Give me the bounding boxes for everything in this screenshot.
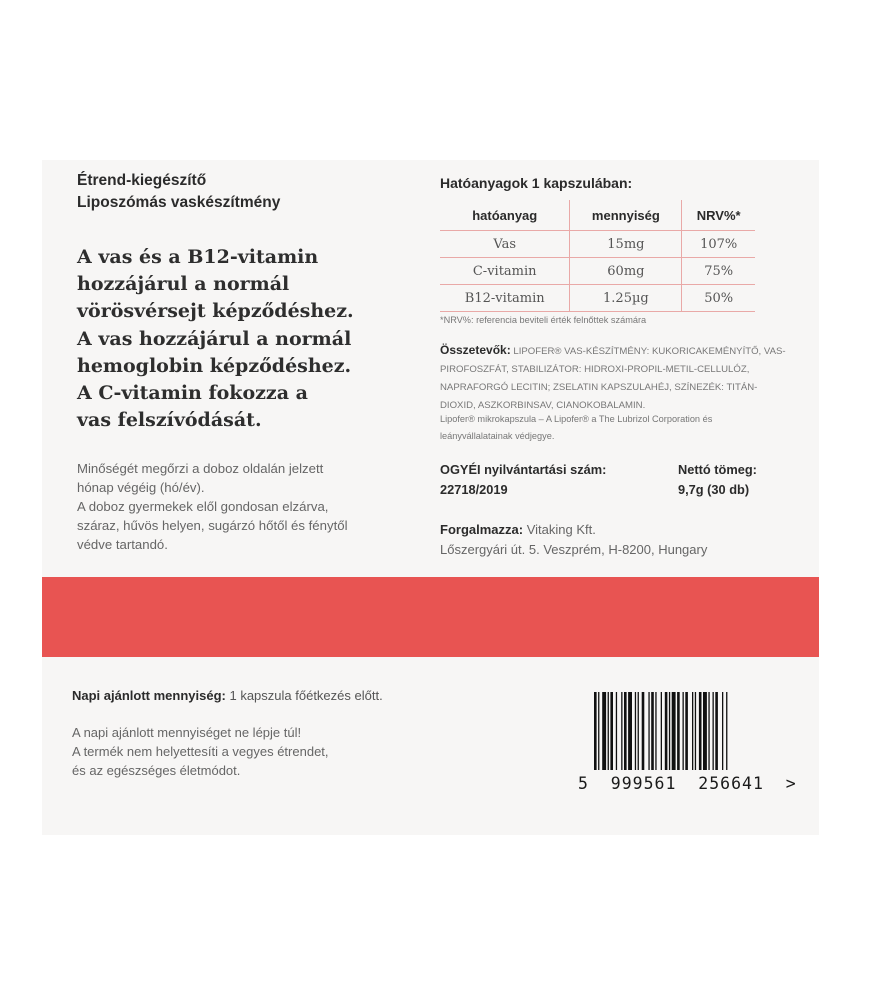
ingredients [440, 341, 790, 415]
barcode-bar [648, 692, 649, 770]
table-cell: 107% [682, 231, 755, 258]
barcode-bar [651, 692, 654, 770]
column-header: hatóanyag [440, 200, 570, 231]
barcode-bar [683, 692, 684, 770]
table-cell: B12-vitamin [440, 285, 570, 312]
dose-text: 1 kapszula főétkezés előtt. [225, 688, 383, 703]
storage-instructions: Minőségét megőrzi a doboz oldalán jelzett hónap végéig (hó/év). A doboz gyermekek elől gondosan elzárva, száraz, hűvös helyen, sugárzó hőtől és fénytől védve tartandó. [77, 461, 348, 552]
barcode-bar [722, 692, 723, 770]
barcode-bar [661, 692, 662, 770]
table-cell: 1.25µg [570, 285, 682, 312]
barcode-bar [616, 692, 617, 770]
barcode [594, 692, 774, 770]
table-cell: 60mg [570, 258, 682, 285]
table-cell: 15mg [570, 231, 682, 258]
barcode-bar [685, 692, 688, 770]
barcode-bar [699, 692, 702, 770]
barcode-bar [708, 692, 709, 770]
product-header [77, 170, 280, 214]
table-cell: C-vitamin [440, 258, 570, 285]
distributor-address: Lőszergyári út. 5. Veszprém, H-8200, Hungary [440, 542, 708, 557]
ingredients-text: LIPOFER® VAS-KÉSZÍTMÉNY: KUKORICAKEMÉNYÍTŐ, VAS-PIROFOSZFÁT, STABILIZÁTOR: HIDROXI-PROPIL-METIL-CELLULÓZ, NAPRAFORGÓ LECITIN; ZSELATIN KAPSZULAHÉJ, SZÍNEZÉK: TITÁN-DIOXID, ASZKORBINSAV, CIANOKOBALAMIN. [440, 346, 786, 411]
barcode-bar [608, 692, 609, 770]
barcode-number: 5 999561 256641 > [578, 774, 797, 793]
ingredients-label: Összetevők: [440, 343, 511, 357]
barcode-bar [621, 692, 622, 770]
distributor [440, 520, 707, 560]
registration-number: OGYÉI nyilvántartási szám: 22718/2019 [440, 462, 607, 497]
health-claims: A vas és a B12-vitamin hozzájárul a normál vörösvérsejt képződéshez. A vas hozzájárul a normál hemoglobin képződéshez. A C-vitamin fokozza a vas felszívódását. [77, 246, 354, 432]
barcode-bar [703, 692, 707, 770]
barcode-bar [598, 692, 599, 770]
barcode-bar [692, 692, 693, 770]
barcode-bar [610, 692, 613, 770]
barcode-bar [665, 692, 668, 770]
table-cell: 75% [682, 258, 755, 285]
barcode-bar [642, 692, 645, 770]
warnings: A napi ajánlott mennyiséget ne lépje túl! A termék nem helyettesíti a vegyes étrendet, és az egészséges életmódot. [72, 725, 329, 778]
barcode-bar [726, 692, 727, 770]
barcode-bar [669, 692, 670, 770]
barcode-bar [635, 692, 636, 770]
barcode-bar [672, 692, 676, 770]
actives-header-row [440, 200, 755, 231]
table-cell: Vas [440, 231, 570, 258]
dose-label: Napi ajánlott mennyiség: [72, 688, 226, 703]
distributor-label: Forgalmazza: [440, 522, 524, 537]
table-cell: 50% [682, 285, 755, 312]
actives-title: Hatóanyagok 1 kapszulában: [440, 175, 633, 191]
barcode-bar [602, 692, 606, 770]
table-row [440, 231, 755, 258]
column-header: mennyiség [570, 200, 682, 231]
barcode-bar [638, 692, 639, 770]
barcode-bar [715, 692, 718, 770]
net-weight: Nettó tömeg: 9,7g (30 db) [678, 462, 757, 497]
barcode-bar [628, 692, 632, 770]
product-category: Étrend-kiegészítő [77, 172, 207, 189]
barcode-bar [713, 692, 714, 770]
actives-table [440, 200, 755, 312]
table-row [440, 285, 755, 312]
barcode-bar [624, 692, 627, 770]
product-name: Liposzómás vaskészítmény [77, 194, 281, 211]
distributor-name: Vitaking Kft. [523, 522, 596, 537]
trademark-note: Lipofer® mikrokapszula – A Lipofer® a The Lubrizol Corporation és leányvállalatainak védjegye. [440, 414, 713, 441]
daily-dose [72, 688, 383, 703]
barcode-bar [594, 692, 597, 770]
column-header: NRV%* [682, 200, 755, 231]
barcode-bar [695, 692, 696, 770]
barcode-bar [677, 692, 680, 770]
nrv-footnote: *NRV%: referencia beviteli érték felnőttek számára [440, 315, 647, 325]
table-row [440, 258, 755, 285]
barcode-bar [655, 692, 656, 770]
red-band [42, 577, 819, 657]
